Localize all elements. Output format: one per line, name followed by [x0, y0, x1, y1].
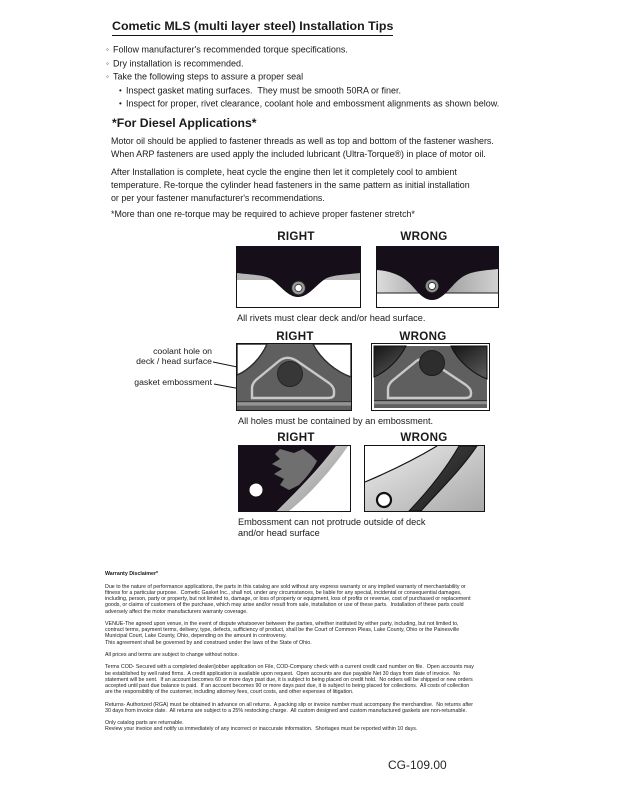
wrong-label: WRONG: [399, 330, 447, 343]
open-bullet-icon: ◦: [106, 58, 109, 68]
list-item: [106, 70, 499, 84]
warranty-paragraph: All prices and terms are subject to change without notice.: [105, 651, 239, 658]
installation-tips-list: [106, 43, 499, 111]
figure-rivet-right: [236, 246, 361, 308]
diesel-paragraph: After Installation is complete, heat cycle the engine then let it completely cool to ambient temperature. Re-torque the cylinder head fasteners in the same pattern as initial installation or per your fastener manufacturer's recommendations.: [111, 167, 470, 203]
right-label: RIGHT: [277, 431, 315, 444]
figure-caption: Embossment can not protrude outside of deck and/or head surface: [238, 517, 426, 538]
bullet-icon: •: [119, 85, 122, 95]
figure-caption: All rivets must clear deck and/or head surface.: [237, 313, 426, 323]
figure-protrusion-wrong: [364, 445, 485, 512]
embossment-right-diagram: [237, 344, 351, 410]
figure-embossment-wrong: [371, 343, 490, 411]
bolt-hole: [250, 484, 263, 497]
protrusion-wrong-diagram: [365, 446, 484, 511]
open-bullet-icon: ◦: [106, 45, 109, 54]
wrong-label: WRONG: [400, 230, 448, 243]
protrusion-right-diagram: [239, 446, 350, 511]
diesel-paragraph: Motor oil should be applied to fastener threads as well as top and bottom of the fastener washers. When ARP fasteners are used apply the included lubricant (Ultra-Torque®) in place of motor oil.: [111, 136, 494, 159]
list-item: [106, 97, 499, 111]
warranty-paragraph: Only catalog parts are returnable. Review your invoice and notify us immediately of any incorrect or inaccurate information. Shortages must be reported within 10 days.: [105, 720, 418, 733]
warranty-paragraph: Due to the nature of performance applications, the parts in this catalog are sold without any express warranty or any implied warranty of merchantability or fitness for a particular purpose. Cometic Gasket Inc., shall not, under any circumstances, be liable for any special, incidental or consequential damages, including, person, party or property, but not limited to, damage, or loss of property or equipment, loss of profits or revenue, cost of purchased or replacement goods, or claims of customers of the purchase, which may arise and/or result from sale, installation or use of these parts. Installation of these parts could adversely affect the motor manufacturers warranty coverage.: [105, 583, 471, 615]
right-label: RIGHT: [277, 230, 315, 243]
wrong-label: WRONG: [400, 431, 448, 444]
tip-text: Take the following steps to assure a proper seal: [113, 71, 304, 82]
warranty-paragraph: Terms COD- Secured with a completed dealer/jobber application on File, COD-Company check with a current credit card number on file. Open accounts may be established by well rated firms. A credit application is available upon request. Open accounts are due payable Net 30 days from date of invoice. No statement will be sent. If an account becomes 60 or more days past due, it is subject to being placed on credit hold. No orders will be shipped or new orders accepted until past due balance is paid. If an account becomes 90 or more days past due, it is subject to being placed for collections. All costs of collection are the responsibility of the customer, including attorney fees, court costs, and other expenses of litigation.: [105, 664, 474, 696]
page-number: CG-109.00: [388, 758, 447, 772]
list-item: [106, 57, 499, 71]
open-bullet-icon: ◦: [106, 72, 109, 81]
warranty-heading: Warranty Disclaimer*: [105, 571, 159, 577]
tip-text: Follow manufacturer's recommended torque specifications.: [113, 44, 348, 55]
right-label: RIGHT: [276, 330, 314, 343]
figure-embossment-right: [236, 343, 352, 411]
tip-text: Inspect for proper, rivet clearance, coolant hole and embossment alignments as shown below.: [126, 98, 500, 109]
embossment-wrong-diagram: [372, 344, 489, 410]
page-title: Cometic MLS (multi layer steel) Installation Tips: [112, 19, 393, 36]
coolant-hole: [278, 362, 303, 387]
list-item: [106, 43, 499, 57]
coolant-hole: [420, 351, 445, 376]
list-item: [106, 84, 499, 98]
tip-text: Dry installation is recommended.: [113, 58, 244, 68]
bullet-icon: •: [119, 99, 122, 108]
coolant-hole-annotation: coolant hole on deck / head surface: [136, 346, 212, 366]
retorque-note: *More than one re-torque may be required to achieve proper fastener stretch*: [111, 209, 415, 219]
rivet-wrong-diagram: [377, 247, 498, 307]
rivet-right-diagram: [237, 247, 360, 307]
tip-text: Inspect gasket mating surfaces. They must be smooth 50RA or finer.: [126, 85, 401, 95]
warranty-paragraph: VENUE-The agreed upon venue, in the event of dispute whatsoever between the parties, whether instituted by either party, including, but not limited to, contract terms, payment terms, delivery, type, defects, sufficiency of product, shall be the Court of Common Pleas, Lake County, Ohio or the Painesville Municipal Court, Lake County, Ohio, depending on the amount in controversy. This agreement shall be governed by and construed under the laws of the State of Ohio.: [105, 620, 460, 646]
gasket-embossment-annotation: gasket embossment: [134, 377, 212, 387]
figure-protrusion-right: [238, 445, 351, 512]
diesel-section-heading: *For Diesel Applications*: [112, 116, 257, 130]
bolt-hole: [377, 493, 391, 507]
figure-rivet-wrong: [376, 246, 499, 308]
warranty-paragraph: Returns- Authorized (RGA) must be obtained in advance on all returns. A packing slip or invoice number must accompany the merchandise. No returns after 30 days from invoice date. All returns are subject to a 25% restocking charge. All custom designed and custom manufactured gaskets are non-returnable.: [105, 701, 474, 714]
warranty-disclaimer: [105, 571, 519, 739]
figure-caption: All holes must be contained by an embossment.: [238, 416, 434, 426]
